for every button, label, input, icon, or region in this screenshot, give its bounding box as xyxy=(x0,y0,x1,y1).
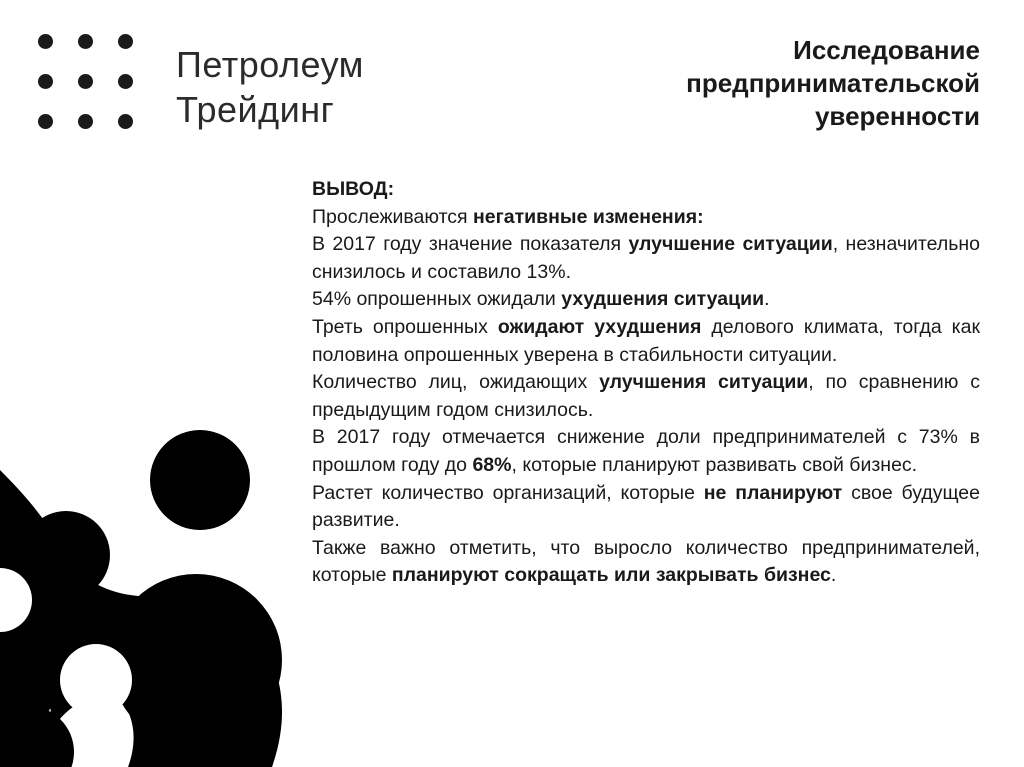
dot xyxy=(118,74,133,89)
title-line: Исследование xyxy=(793,35,980,65)
paragraph: Прослеживаются негативные изменения: xyxy=(312,205,704,228)
dot xyxy=(78,74,93,89)
blob-circle xyxy=(110,574,282,746)
paragraph: Количество лиц, ожидающих улучшения ситуации, по сравнению с предыдущим годом снизилось. xyxy=(312,371,980,421)
title-line: предпринимательской xyxy=(686,68,980,98)
paragraph: В 2017 году отмечается снижение доли предпринимателей с 73% в прошлом году до 68%, которые планируют развивать свой бизнес. xyxy=(312,426,980,476)
paragraph: Треть опрошенных ожидают ухудшения делового климата, тогда как половина опрошенных уверена в стабильности ситуации. xyxy=(312,315,981,366)
blob-bridge xyxy=(40,560,140,730)
blob-circle xyxy=(0,600,40,680)
conclusion-heading: ВЫВОД: xyxy=(312,178,395,200)
conclusion-text xyxy=(312,176,980,590)
paragraph: В 2017 году значение показателя улучшение ситуации, незначительно снизилось и составило 13%. xyxy=(312,233,980,283)
logo-line: Трейдинг xyxy=(176,89,335,130)
blob-hole xyxy=(60,644,132,716)
logo-line: Петролеум xyxy=(176,44,364,85)
dot xyxy=(38,114,53,129)
title-line: уверенности xyxy=(814,101,980,131)
dot xyxy=(78,34,93,49)
dot xyxy=(78,114,93,129)
blob-cluster xyxy=(0,470,282,767)
dot xyxy=(38,34,53,49)
dots-grid-icon xyxy=(38,34,138,134)
paragraph: 54% опрошенных ожидали ухудшения ситуации. xyxy=(312,288,770,311)
dot xyxy=(118,114,133,129)
paragraph: Растет количество организаций, которые не планируют свое будущее развитие. xyxy=(312,481,980,532)
company-logo xyxy=(176,42,364,132)
paragraph: Также важно отметить, что выросло количество предпринимателей, которые планируют сокращать или закрывать бизнес. xyxy=(312,536,980,587)
blob-circle xyxy=(0,706,74,767)
blob-hole xyxy=(0,568,32,632)
slide-title xyxy=(560,34,980,133)
blob-circle xyxy=(150,430,250,530)
dot xyxy=(38,74,53,89)
dot xyxy=(118,34,133,49)
blob-circle xyxy=(22,511,110,599)
